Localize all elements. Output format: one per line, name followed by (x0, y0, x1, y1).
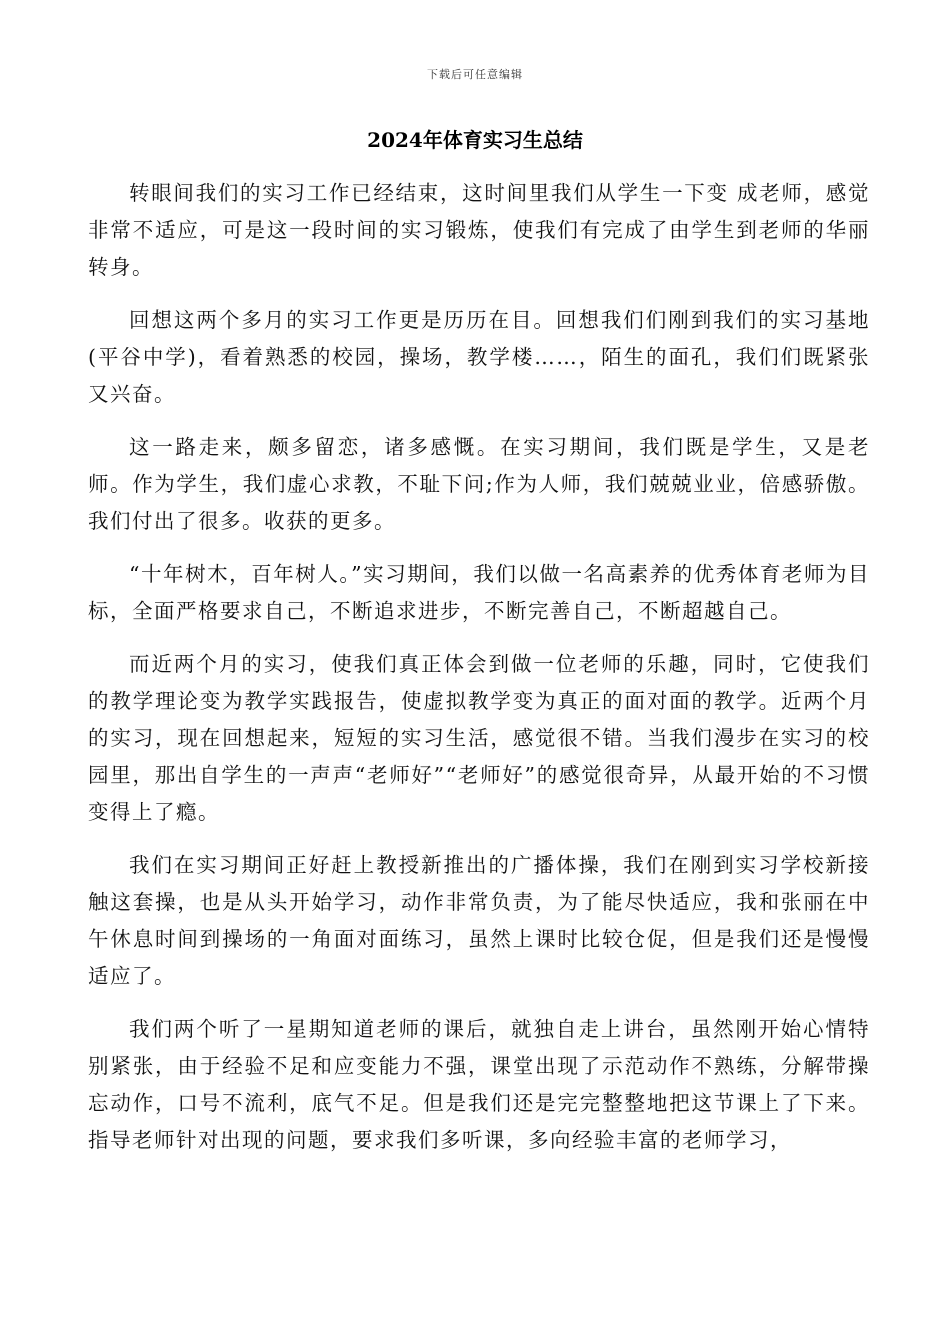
page-title: 2024年体育实习生总结 (367, 128, 583, 152)
paragraph: 这一路走来，颇多留恋，诸多感慨。在实习期间，我们既是学生，又是老师。作为学生，我们虚心求教，不耻下问;作为人师，我们兢兢业业，倍感骄傲。我们付出了很多。收获的更多。 (88, 435, 870, 533)
document-body (88, 175, 870, 1175)
paragraph: 回想这两个多月的实习工作更是历历在目。回想我们们刚到我们的实习基地(平谷中学)，看着熟悉的校园，操场，教学楼……，陌生的面孔，我们们既紧张又兴奋。 (88, 308, 870, 406)
header-note: 下载后可任意编辑 (427, 68, 523, 81)
paragraph: 我们两个听了一星期知道老师的课后，就独自走上讲台，虽然刚开始心情特别紧张，由于经验不足和应变能力不强，课堂出现了示范动作不熟练，分解带操忘动作，口号不流利，底气不足。但是我们还是完完整整地把这节课上了下来。指导老师针对出现的问题，要求我们多听课，多向经验丰富的老师学习， (88, 1017, 870, 1152)
paragraph: 转眼间我们的实习工作已经结束，这时间里我们从学生一下变 成老师，感觉非常不适应，可是这一段时间的实习锻炼，使我们有完成了由学生到老师的华丽转身。 (88, 181, 870, 279)
paragraph: “十年树木，百年树人。”实习期间，我们以做一名高素养的优秀体育老师为目标，全面严格要求自己，不断追求进步，不断完善自己，不断超越自己。 (88, 562, 870, 623)
paragraph: 我们在实习期间正好赶上教授新推出的广播体操，我们在刚到实习学校新接触这套操，也是从头开始学习，动作非常负责，为了能尽快适应，我和张丽在中午休息时间到操场的一角面对面练习，虽然上课时比较仓促，但是我们还是慢慢适应了。 (88, 853, 870, 988)
paragraph: 而近两个月的实习，使我们真正体会到做一位老师的乐趣，同时，它使我们的教学理论变为教学实践报告，使虚拟教学变为真正的面对面的教学。近两个月的实习，现在回想起来，短短的实习生活，感觉很不错。当我们漫步在实习的校园里，那出自学生的一声声“老师好”“老师好”的感觉很奇异，从最开始的不习惯变得上了瘾。 (88, 652, 870, 824)
